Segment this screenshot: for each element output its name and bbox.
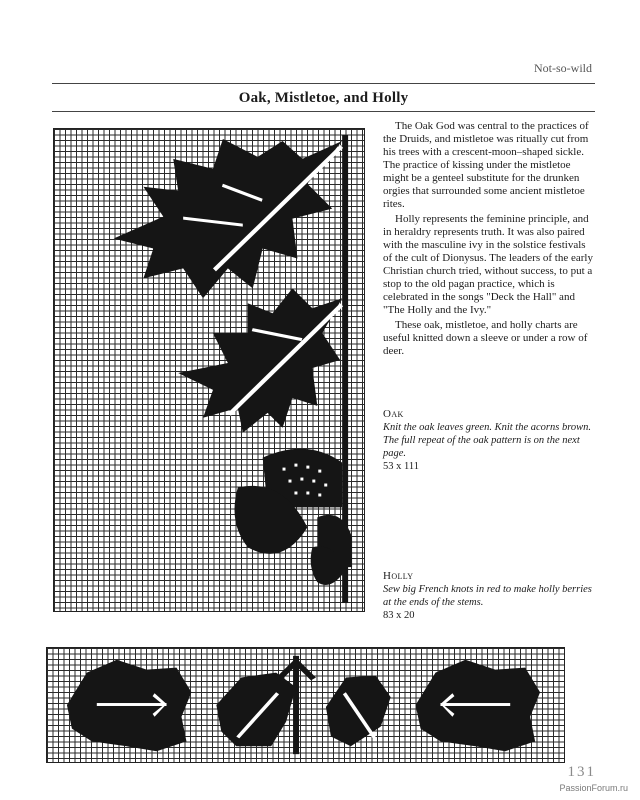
- holly-chart-motif: [47, 648, 564, 762]
- title-underline: [52, 111, 595, 112]
- holly-chart-size: 83 x 20: [383, 610, 415, 621]
- oak-caption-text: Knit the oak leaves green. Knit the acorns brown. The full repeat of the oak pattern is on the next page.: [383, 422, 592, 459]
- paragraph-holly: Holly represents the feminine principle, and in heraldry represents truth. It was also paired with the masculine ivy in the solstice festivals of the cult of Dionysus. The leaders of the early Christian church tried, without success, to put a stop to the old pagan practice, which is celebrated in the songs "Deck the Hall" and "The Holly and the Ivy.": [383, 213, 593, 316]
- holly-caption-text: Sew big French knots in red to make holly berries at the ends of the stems.: [383, 584, 592, 608]
- paragraph-usage: These oak, mistletoe, and holly charts are useful knitted down a sleeve or under a row of deer.: [383, 319, 588, 357]
- paragraph-oak-god: The Oak God was central to the practices of the Druids, and mistletoe was ritually cut from his trees with a crescent-moon–shaped sickle. The practice of kissing under the mistletoe might be a genteel substitute for the drunken orgies that surrounded some ancient mistletoe rites.: [383, 120, 589, 210]
- top-rule: [52, 83, 595, 84]
- page-number: 131: [567, 764, 596, 780]
- oak-chart: [53, 128, 365, 612]
- watermark: PassionForum.ru: [559, 783, 628, 793]
- section-title: Oak, Mistletoe, and Holly: [238, 90, 409, 106]
- oak-chart-size: 53 x 111: [383, 461, 419, 472]
- oak-caption: [383, 408, 595, 473]
- running-head: Not-so-wild: [534, 61, 592, 75]
- body-text: [383, 120, 595, 360]
- holly-chart: [46, 647, 565, 763]
- holly-caption-title: Holly: [383, 570, 414, 582]
- oak-chart-motif: [54, 129, 364, 611]
- oak-caption-title: Oak: [383, 408, 404, 420]
- holly-caption: [383, 570, 595, 622]
